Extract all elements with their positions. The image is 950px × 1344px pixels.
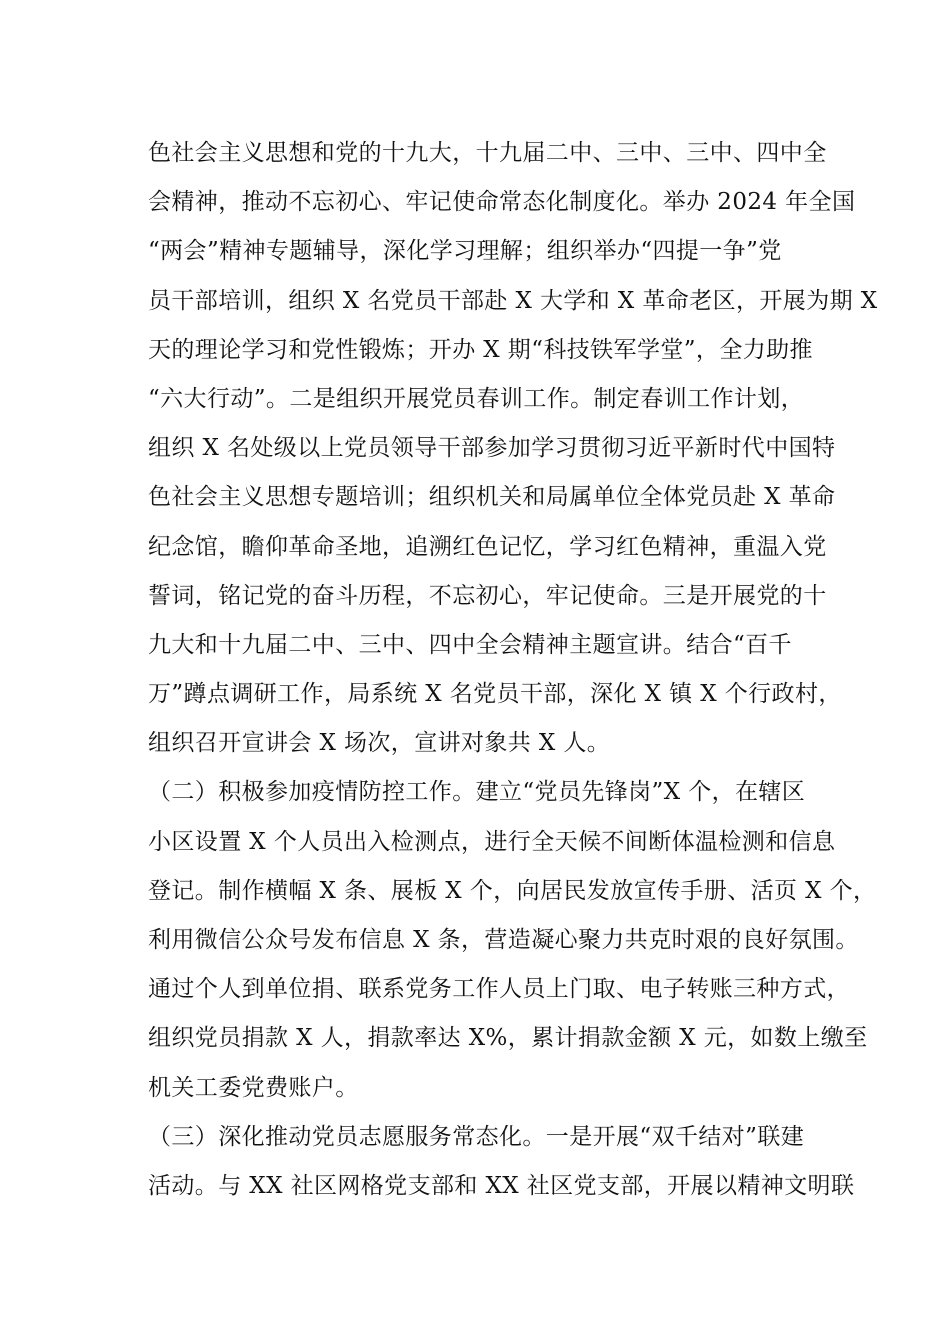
document-body (148, 129, 878, 1211)
text-line: 誓词，铭记党的奋斗历程，不忘初心，牢记使命。三是开展党的十 (148, 582, 827, 609)
text-line: （三）深化推动党员志愿服务常态化。一是开展“双千结对”联建 (148, 1123, 805, 1150)
text-line: （二）积极参加疫情防控工作。建立“党员先锋岗”X 个，在辖区 (148, 779, 806, 806)
text-line: 小区设置 X 个人员出入检测点，进行全天候不间断体温检测和信息 (148, 828, 836, 855)
text-line: 登记。制作横幅 X 条、展板 X 个，向居民发放宣传手册、活页 X 个， (148, 877, 877, 904)
text-line: 组织 X 名处级以上党员领导干部参加学习贯彻习近平新时代中国特 (148, 435, 836, 462)
text-line: 员干部培训，组织 X 名党员干部赴 X 大学和 X 革命老区，开展为期 X (148, 287, 878, 314)
text-line: 色社会主义思想和党的十九大，十九届二中、三中、三中、四中全 (148, 140, 827, 166)
text-line: “六大行动”。二是组织开展党员春训工作。制定春训工作计划， (148, 385, 805, 412)
text-line: 通过个人到单位捐、联系党务工作人员上门取、电子转账三种方式， (148, 976, 850, 1003)
text-line: 活动。与 XX 社区网格党支部和 XX 社区党支部，开展以精神文明联 (148, 1172, 855, 1199)
text-line: 天的理论学习和党性锻炼；开办 X 期“科技铁军学堂”，全力助推 (148, 336, 813, 363)
text-line: 万”蹲点调研工作，局系统 X 名党员干部，深化 X 镇 X 个行政村， (148, 681, 842, 708)
text-line: 色社会主义思想专题培训；组织机关和局属单位全体党员赴 X 革命 (148, 484, 836, 511)
text-line: “两会”精神专题辅导，深化学习理解；组织举办“四提一争”党 (148, 238, 782, 265)
text-line: 九大和十九届二中、三中、四中全会精神主题宣讲。结合“百千 (148, 631, 792, 658)
text-line: 利用微信公众号发布信息 X 条，营造凝心聚力共克时艰的良好氛围。 (148, 927, 859, 953)
text-line: 组织党员捐款 X 人，捐款率达 X%，累计捐款金额 X 元，如数上缴至 (148, 1025, 868, 1052)
text-line: 会精神，推动不忘初心、牢记使命常态化制度化。举办 2024 年全国 (148, 189, 856, 216)
text-line: 组织召开宣讲会 X 场次，宣讲对象共 X 人。 (148, 730, 611, 757)
text-line: 纪念馆，瞻仰革命圣地，追溯红色记忆，学习红色精神，重温入党 (148, 533, 827, 560)
text-line: 机关工委党费账户。 (148, 1074, 359, 1101)
